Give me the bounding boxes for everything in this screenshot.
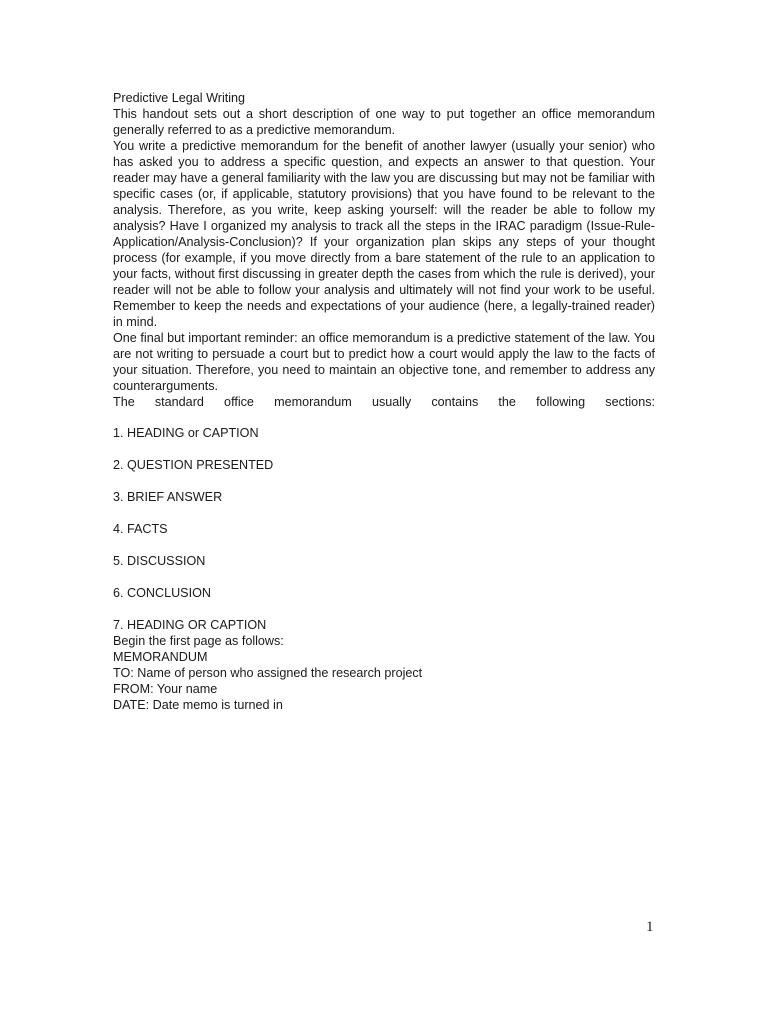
reader-paragraph: You write a predictive memorandum for the benefit of another lawyer (usually your senior) who has asked you to address a specific question, and expects an answer to that question. Your reader may have a general familiarity with the law you are discussing but may not be familiar with specific cases (or, if applicable, statutory provisions) that you have found to be relevant to the analysis. Therefore, as you write, keep asking yourself: will the reader be able to follow my analysis? Have I organized my analysis to track all the steps in the IRAC paradigm (Issue-Rule-Application/Analysis-Conclusion)? If your organization plan skips any steps of your thought process (for example, if you move directly from a bare statement of the rule to an application to your facts, without first discussing in greater depth the cases from which the rule is derived), your reader will not be able to follow your analysis and ultimately will not find your work to be useful. Remember to keep the needs and expectations of your audience (here, a legally-trained reader) in mind.	[113, 139, 655, 329]
section-item-heading: 1. HEADING or CAPTION	[113, 426, 259, 440]
section-item-discussion: 5. DISCUSSION	[113, 554, 206, 568]
section-item-question-presented: 2. QUESTION PRESENTED	[113, 458, 274, 472]
intro-paragraph: This handout sets out a short description of one way to put together an office memorandum generally referred to as a predictive memorandum.	[113, 107, 655, 137]
document-body	[113, 90, 655, 713]
document-title: Predictive Legal Writing	[113, 91, 246, 105]
section-item-heading-caption: 7. HEADING OR CAPTION	[113, 618, 267, 632]
memo-to-line: TO: Name of person who assigned the research project	[113, 666, 423, 680]
page-number: 1	[646, 919, 654, 935]
section-item-brief-answer: 3. BRIEF ANSWER	[113, 490, 223, 504]
begin-instruction: Begin the first page as follows:	[113, 634, 284, 648]
memo-title: MEMORANDUM	[113, 650, 208, 664]
sections-intro: The standard office memorandum usually contains the following sections:	[113, 395, 655, 409]
sections-list	[113, 425, 655, 633]
section-item-facts: 4. FACTS	[113, 522, 168, 536]
section-item-conclusion: 6. CONCLUSION	[113, 586, 211, 600]
reminder-paragraph: One final but important reminder: an office memorandum is a predictive statement of the law. You are not writing to persuade a court but to predict how a court would apply the law to the facts of your situation. Therefore, you need to maintain an objective tone, and remember to address any counterarguments.	[113, 331, 655, 393]
memo-from-line: FROM: Your name	[113, 682, 218, 696]
memo-date-line: DATE: Date memo is turned in	[113, 698, 283, 712]
